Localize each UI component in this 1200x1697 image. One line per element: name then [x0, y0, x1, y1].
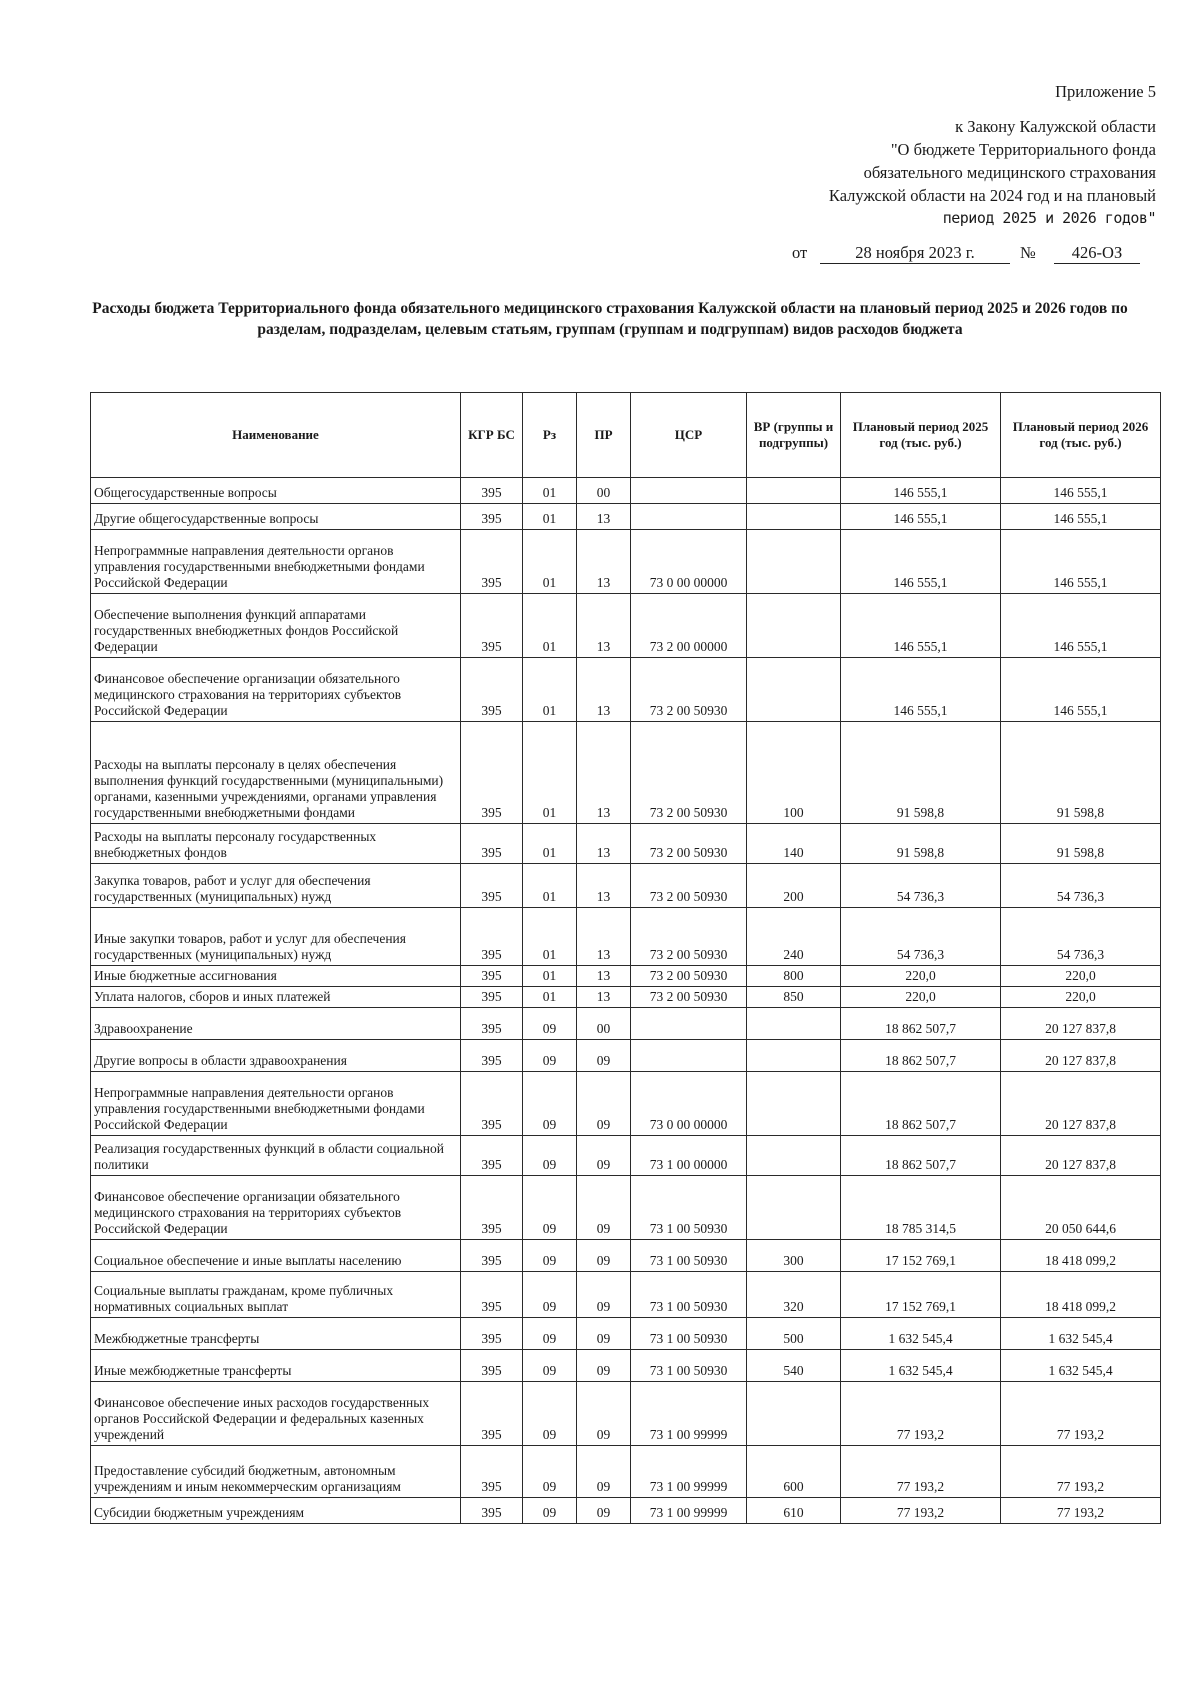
- row-amount-2026: 18 418 099,2: [1001, 1272, 1161, 1318]
- row-kgrbs: 395: [461, 966, 523, 987]
- row-csr: 73 2 00 50930: [631, 966, 747, 987]
- row-rz: 09: [523, 1446, 577, 1498]
- table-row: [91, 824, 1161, 864]
- row-name: Расходы на выплаты персоналу в целях обеспечения выполнения функций государственными (муниципальными) органами, казенными учреждениями, органами управления государственными внебюджетными фондами: [91, 722, 461, 824]
- row-amount-2026: 146 555,1: [1001, 530, 1161, 594]
- row-csr: 73 2 00 50930: [631, 987, 747, 1008]
- row-kgrbs: 395: [461, 504, 523, 530]
- row-csr: 73 2 00 50930: [631, 824, 747, 864]
- row-rz: 01: [523, 504, 577, 530]
- row-pr: 13: [577, 504, 631, 530]
- row-name: Непрограммные направления деятельности органов управления государственными внебюджетными фондами Российской Федерации: [91, 1072, 461, 1136]
- table-row: [91, 1176, 1161, 1240]
- row-kgrbs: 395: [461, 1040, 523, 1072]
- row-amount-2025: 146 555,1: [841, 478, 1001, 504]
- row-pr: 09: [577, 1318, 631, 1350]
- row-name: Расходы на выплаты персоналу государственных внебюджетных фондов: [91, 824, 461, 864]
- row-vr: 610: [747, 1498, 841, 1524]
- row-kgrbs: 395: [461, 1240, 523, 1272]
- row-rz: 09: [523, 1176, 577, 1240]
- row-pr: 09: [577, 1446, 631, 1498]
- row-name: Субсидии бюджетным учреждениям: [91, 1498, 461, 1524]
- row-kgrbs: 395: [461, 1498, 523, 1524]
- row-csr: 73 1 00 00000: [631, 1136, 747, 1176]
- law-date-number-line: [792, 236, 1160, 266]
- row-name: Непрограммные направления деятельности органов управления государственными внебюджетными фондами Российской Федерации: [91, 530, 461, 594]
- row-vr: [747, 1176, 841, 1240]
- row-rz: 01: [523, 966, 577, 987]
- table-row: [91, 1318, 1161, 1350]
- table-row: [91, 594, 1161, 658]
- table-header-row: [91, 393, 1161, 478]
- row-amount-2025: 1 632 545,4: [841, 1350, 1001, 1382]
- law-reference-line: обязательного медицинского страхования: [863, 163, 1156, 182]
- row-kgrbs: 395: [461, 1272, 523, 1318]
- from-label: от: [792, 243, 808, 262]
- row-amount-2026: 77 193,2: [1001, 1446, 1161, 1498]
- row-pr: 13: [577, 966, 631, 987]
- row-pr: 09: [577, 1498, 631, 1524]
- header-rz: Рз: [523, 393, 577, 478]
- row-csr: 73 2 00 50930: [631, 908, 747, 966]
- row-kgrbs: 395: [461, 908, 523, 966]
- row-rz: 09: [523, 1008, 577, 1040]
- row-rz: 01: [523, 722, 577, 824]
- row-pr: 13: [577, 722, 631, 824]
- row-csr: [631, 504, 747, 530]
- row-amount-2026: 1 632 545,4: [1001, 1318, 1161, 1350]
- row-pr: 09: [577, 1040, 631, 1072]
- row-csr: 73 1 00 99999: [631, 1382, 747, 1446]
- row-pr: 13: [577, 594, 631, 658]
- row-amount-2025: 17 152 769,1: [841, 1272, 1001, 1318]
- row-rz: 09: [523, 1318, 577, 1350]
- row-amount-2025: 77 193,2: [841, 1382, 1001, 1446]
- row-kgrbs: 395: [461, 864, 523, 908]
- row-amount-2026: 20 050 644,6: [1001, 1176, 1161, 1240]
- table-row: [91, 658, 1161, 722]
- row-pr: 00: [577, 1008, 631, 1040]
- row-vr: [747, 1382, 841, 1446]
- law-reference-line: Калужской области на 2024 год и на плановый: [828, 186, 1156, 205]
- row-rz: 09: [523, 1272, 577, 1318]
- row-csr: 73 1 00 50930: [631, 1176, 747, 1240]
- row-csr: [631, 1040, 747, 1072]
- row-vr: 200: [747, 864, 841, 908]
- row-kgrbs: 395: [461, 987, 523, 1008]
- number-label: №: [1020, 243, 1036, 262]
- row-vr: [747, 1040, 841, 1072]
- row-rz: 01: [523, 864, 577, 908]
- row-amount-2025: 1 632 545,4: [841, 1318, 1001, 1350]
- row-csr: 73 1 00 99999: [631, 1498, 747, 1524]
- row-pr: 09: [577, 1240, 631, 1272]
- law-reference-line: период 2025 и 2026 годов": [942, 209, 1156, 227]
- row-amount-2026: 20 127 837,8: [1001, 1136, 1161, 1176]
- header-pr: ПР: [577, 393, 631, 478]
- table-row: [91, 504, 1161, 530]
- row-amount-2025: 77 193,2: [841, 1446, 1001, 1498]
- row-vr: 100: [747, 722, 841, 824]
- table-row: [91, 1072, 1161, 1136]
- row-rz: 09: [523, 1240, 577, 1272]
- row-name: Предоставление субсидий бюджетным, автономным учреждениям и иным некоммерческим организациям: [91, 1446, 461, 1498]
- row-rz: 09: [523, 1136, 577, 1176]
- row-amount-2025: 54 736,3: [841, 908, 1001, 966]
- row-csr: [631, 1008, 747, 1040]
- row-name: Другие общегосударственные вопросы: [91, 504, 461, 530]
- table-row: [91, 1136, 1161, 1176]
- row-kgrbs: 395: [461, 722, 523, 824]
- row-pr: 09: [577, 1136, 631, 1176]
- row-amount-2026: 146 555,1: [1001, 658, 1161, 722]
- table-row: [91, 530, 1161, 594]
- row-amount-2026: 146 555,1: [1001, 504, 1161, 530]
- header-name: Наименование: [91, 393, 461, 478]
- row-pr: 09: [577, 1382, 631, 1446]
- appendix-label: Приложение 5: [1055, 82, 1156, 101]
- row-vr: 300: [747, 1240, 841, 1272]
- row-rz: 01: [523, 478, 577, 504]
- row-amount-2025: 18 862 507,7: [841, 1008, 1001, 1040]
- table-row: [91, 1382, 1161, 1446]
- row-amount-2026: 77 193,2: [1001, 1498, 1161, 1524]
- law-reference-line: "О бюджете Территориального фонда: [890, 140, 1156, 159]
- row-kgrbs: 395: [461, 1136, 523, 1176]
- row-vr: 600: [747, 1446, 841, 1498]
- row-csr: [631, 478, 747, 504]
- row-vr: 800: [747, 966, 841, 987]
- row-name: Обеспечение выполнения функций аппаратами государственных внебюджетных фондов Российской Федерации: [91, 594, 461, 658]
- row-amount-2025: 91 598,8: [841, 824, 1001, 864]
- header-2026: Плановый период 2026 год (тыс. руб.): [1001, 393, 1161, 478]
- row-amount-2025: 18 785 314,5: [841, 1176, 1001, 1240]
- row-rz: 01: [523, 530, 577, 594]
- table-row: [91, 478, 1161, 504]
- header-kgrbs: КГР БС: [461, 393, 523, 478]
- row-kgrbs: 395: [461, 1176, 523, 1240]
- row-amount-2026: 91 598,8: [1001, 824, 1161, 864]
- row-amount-2025: 220,0: [841, 987, 1001, 1008]
- row-vr: 500: [747, 1318, 841, 1350]
- row-amount-2025: 146 555,1: [841, 504, 1001, 530]
- row-rz: 09: [523, 1040, 577, 1072]
- row-kgrbs: 395: [461, 824, 523, 864]
- table-row: [91, 1040, 1161, 1072]
- row-rz: 09: [523, 1498, 577, 1524]
- row-csr: 73 0 00 00000: [631, 1072, 747, 1136]
- row-name: Межбюджетные трансферты: [91, 1318, 461, 1350]
- row-name: Закупка товаров, работ и услуг для обеспечения государственных (муниципальных) нужд: [91, 864, 461, 908]
- row-kgrbs: 395: [461, 1008, 523, 1040]
- row-pr: 13: [577, 908, 631, 966]
- row-kgrbs: 395: [461, 1072, 523, 1136]
- row-name: Уплата налогов, сборов и иных платежей: [91, 987, 461, 1008]
- row-vr: [747, 530, 841, 594]
- row-name: Здравоохранение: [91, 1008, 461, 1040]
- row-pr: 09: [577, 1272, 631, 1318]
- row-rz: 01: [523, 658, 577, 722]
- row-amount-2026: 91 598,8: [1001, 722, 1161, 824]
- row-name: Социальное обеспечение и иные выплаты населению: [91, 1240, 461, 1272]
- row-pr: 09: [577, 1072, 631, 1136]
- row-pr: 09: [577, 1350, 631, 1382]
- row-rz: 09: [523, 1350, 577, 1382]
- row-amount-2025: 18 862 507,7: [841, 1136, 1001, 1176]
- row-rz: 01: [523, 987, 577, 1008]
- row-amount-2025: 77 193,2: [841, 1498, 1001, 1524]
- row-csr: 73 2 00 00000: [631, 594, 747, 658]
- row-amount-2026: 20 127 837,8: [1001, 1040, 1161, 1072]
- row-amount-2026: 54 736,3: [1001, 864, 1161, 908]
- row-vr: [747, 1072, 841, 1136]
- row-rz: 09: [523, 1382, 577, 1446]
- budget-table: [90, 392, 1161, 1524]
- row-amount-2026: 220,0: [1001, 987, 1161, 1008]
- row-vr: [747, 658, 841, 722]
- row-amount-2025: 18 862 507,7: [841, 1040, 1001, 1072]
- row-amount-2026: 20 127 837,8: [1001, 1072, 1161, 1136]
- row-amount-2026: 146 555,1: [1001, 594, 1161, 658]
- row-csr: 73 1 00 50930: [631, 1272, 747, 1318]
- row-kgrbs: 395: [461, 1382, 523, 1446]
- row-amount-2026: 18 418 099,2: [1001, 1240, 1161, 1272]
- row-pr: 00: [577, 478, 631, 504]
- table-row: [91, 966, 1161, 987]
- row-csr: 73 2 00 50930: [631, 864, 747, 908]
- law-date: 28 ноября 2023 г.: [820, 243, 1010, 264]
- row-pr: 13: [577, 658, 631, 722]
- row-csr: 73 2 00 50930: [631, 722, 747, 824]
- row-amount-2025: 146 555,1: [841, 594, 1001, 658]
- row-csr: 73 0 00 00000: [631, 530, 747, 594]
- row-name: Общегосударственные вопросы: [91, 478, 461, 504]
- row-name: Иные межбюджетные трансферты: [91, 1350, 461, 1382]
- row-vr: 240: [747, 908, 841, 966]
- row-vr: [747, 1136, 841, 1176]
- row-name: Финансовое обеспечение организации обязательного медицинского страхования на территориях субъектов Российской Федерации: [91, 1176, 461, 1240]
- table-row: [91, 1350, 1161, 1382]
- row-amount-2026: 54 736,3: [1001, 908, 1161, 966]
- row-name: Финансовое обеспечение иных расходов государственных органов Российской Федерации и федеральных казенных учреждений: [91, 1382, 461, 1446]
- row-amount-2026: 20 127 837,8: [1001, 1008, 1161, 1040]
- row-vr: 850: [747, 987, 841, 1008]
- row-amount-2025: 91 598,8: [841, 722, 1001, 824]
- row-vr: 540: [747, 1350, 841, 1382]
- table-row: [91, 987, 1161, 1008]
- row-vr: [747, 504, 841, 530]
- row-amount-2025: 18 862 507,7: [841, 1072, 1001, 1136]
- row-kgrbs: 395: [461, 1350, 523, 1382]
- row-vr: 320: [747, 1272, 841, 1318]
- row-name: Реализация государственных функций в области социальной политики: [91, 1136, 461, 1176]
- row-amount-2025: 146 555,1: [841, 658, 1001, 722]
- row-pr: 13: [577, 864, 631, 908]
- row-amount-2025: 146 555,1: [841, 530, 1001, 594]
- row-csr: 73 2 00 50930: [631, 658, 747, 722]
- row-kgrbs: 395: [461, 594, 523, 658]
- row-amount-2026: 146 555,1: [1001, 478, 1161, 504]
- row-kgrbs: 395: [461, 1318, 523, 1350]
- row-kgrbs: 395: [461, 530, 523, 594]
- row-rz: 09: [523, 1072, 577, 1136]
- row-vr: [747, 478, 841, 504]
- header-csr: ЦСР: [631, 393, 747, 478]
- row-rz: 01: [523, 908, 577, 966]
- row-amount-2025: 17 152 769,1: [841, 1240, 1001, 1272]
- header-vr: ВР (группы и подгруппы): [747, 393, 841, 478]
- table-row: [91, 1008, 1161, 1040]
- row-kgrbs: 395: [461, 658, 523, 722]
- row-csr: 73 1 00 50930: [631, 1350, 747, 1382]
- row-rz: 01: [523, 594, 577, 658]
- row-vr: 140: [747, 824, 841, 864]
- row-rz: 01: [523, 824, 577, 864]
- row-amount-2026: 1 632 545,4: [1001, 1350, 1161, 1382]
- row-pr: 09: [577, 1176, 631, 1240]
- row-kgrbs: 395: [461, 1446, 523, 1498]
- row-amount-2026: 220,0: [1001, 966, 1161, 987]
- law-reference-block: [736, 80, 1156, 230]
- law-number: 426-ОЗ: [1054, 243, 1140, 264]
- row-name: Иные закупки товаров, работ и услуг для обеспечения государственных (муниципальных) нужд: [91, 908, 461, 966]
- row-name: Другие вопросы в области здравоохранения: [91, 1040, 461, 1072]
- row-name: Иные бюджетные ассигнования: [91, 966, 461, 987]
- row-csr: 73 1 00 50930: [631, 1240, 747, 1272]
- row-pr: 13: [577, 530, 631, 594]
- table-row: [91, 1272, 1161, 1318]
- table-row: [91, 1446, 1161, 1498]
- row-pr: 13: [577, 824, 631, 864]
- row-pr: 13: [577, 987, 631, 1008]
- row-csr: 73 1 00 99999: [631, 1446, 747, 1498]
- header-2025: Плановый период 2025 год (тыс. руб.): [841, 393, 1001, 478]
- row-vr: [747, 594, 841, 658]
- row-amount-2026: 77 193,2: [1001, 1382, 1161, 1446]
- law-reference-line: к Закону Калужской области: [955, 117, 1156, 136]
- row-kgrbs: 395: [461, 478, 523, 504]
- table-row: [91, 864, 1161, 908]
- row-amount-2025: 54 736,3: [841, 864, 1001, 908]
- row-amount-2025: 220,0: [841, 966, 1001, 987]
- row-name: Социальные выплаты гражданам, кроме публичных нормативных социальных выплат: [91, 1272, 461, 1318]
- row-csr: 73 1 00 50930: [631, 1318, 747, 1350]
- table-row: [91, 722, 1161, 824]
- row-vr: [747, 1008, 841, 1040]
- document-title: Расходы бюджета Территориального фонда обязательного медицинского страхования Калужской области на плановый период 2025 и 2026 годов по разделам, подразделам, целевым статьям, группам (группам и подгруппам) видов расходов бюджета: [92, 300, 1128, 338]
- row-name: Финансовое обеспечение организации обязательного медицинского страхования на территориях субъектов Российской Федерации: [91, 658, 461, 722]
- table-row: [91, 1498, 1161, 1524]
- table-row: [91, 908, 1161, 966]
- table-row: [91, 1240, 1161, 1272]
